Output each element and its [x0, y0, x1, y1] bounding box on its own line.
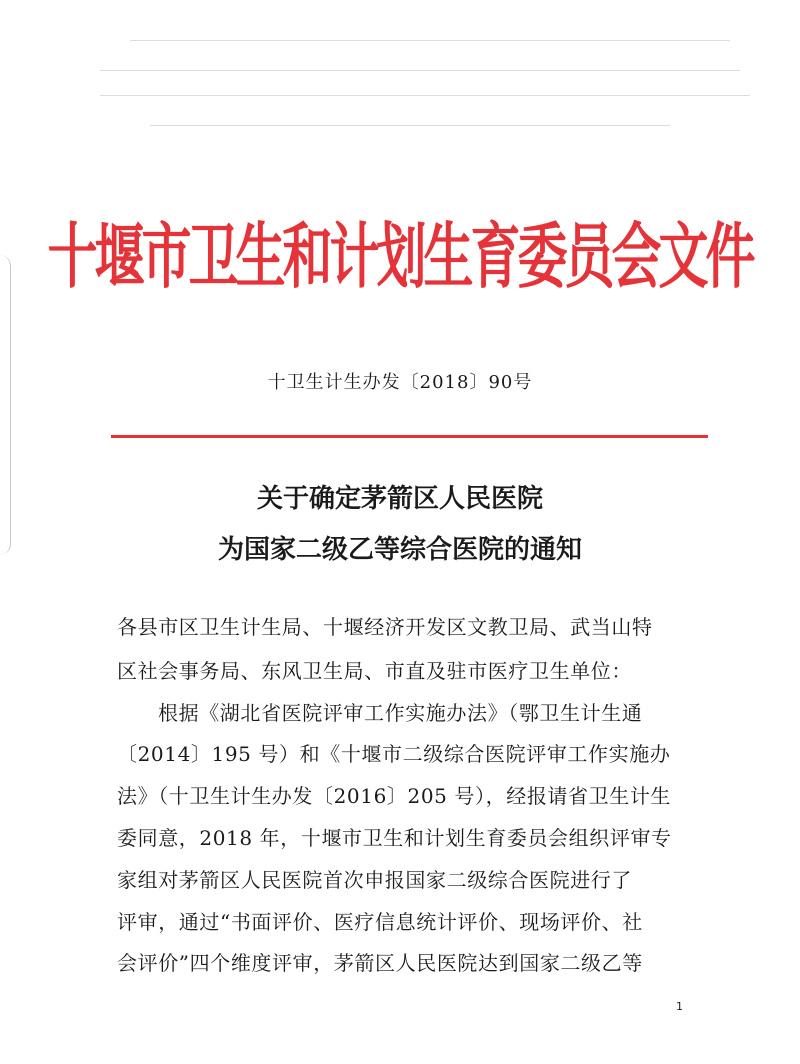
- body-line: 各县市区卫生计生局、十堰经济开发区文教卫局、武当山特: [117, 615, 653, 639]
- scan-artifact-line: [130, 40, 730, 41]
- body-line: 委同意，2018 年，十堰市卫生和计划生育委员会组织评审专: [117, 826, 672, 850]
- page-number: 1: [676, 1000, 683, 1013]
- body-line: 〔2014〕195 号）和《十堰市二级综合医院评审工作实施办: [117, 742, 671, 766]
- scan-artifact-line: [100, 95, 750, 96]
- document-number: 十卫生计生办发〔2018〕90号: [267, 372, 533, 393]
- body-line: 家组对茅箭区人民医院首次申报国家二级综合医院进行了: [117, 868, 632, 892]
- body-line: 区社会事务局、东风卫生局、市直及驻市医疗卫生单位：: [117, 659, 632, 683]
- red-divider-rule: [111, 435, 708, 438]
- document-title-line-1: 关于确定茅箭区人民医院: [256, 484, 543, 514]
- body-line: 根据《湖北省医院评审工作实施办法》（鄂卫生计生通: [158, 701, 643, 725]
- body-line: 法》（十卫生计生办发〔2016〕205 号），经报请省卫生计生: [117, 784, 672, 808]
- body-line: 会评价”四个维度评审，茅箭区人民医院达到国家二级乙等: [117, 951, 643, 975]
- agency-header-title: 十堰市卫生和计划生育委员会文件: [47, 214, 753, 298]
- scan-artifact-line: [150, 125, 670, 126]
- document-title-line-2: 为国家二级乙等综合医院的通知: [217, 535, 582, 565]
- scan-artifact-line: [100, 70, 740, 71]
- body-line: 评审，通过“书面评价、医疗信息统计评价、现场评价、社: [117, 910, 643, 934]
